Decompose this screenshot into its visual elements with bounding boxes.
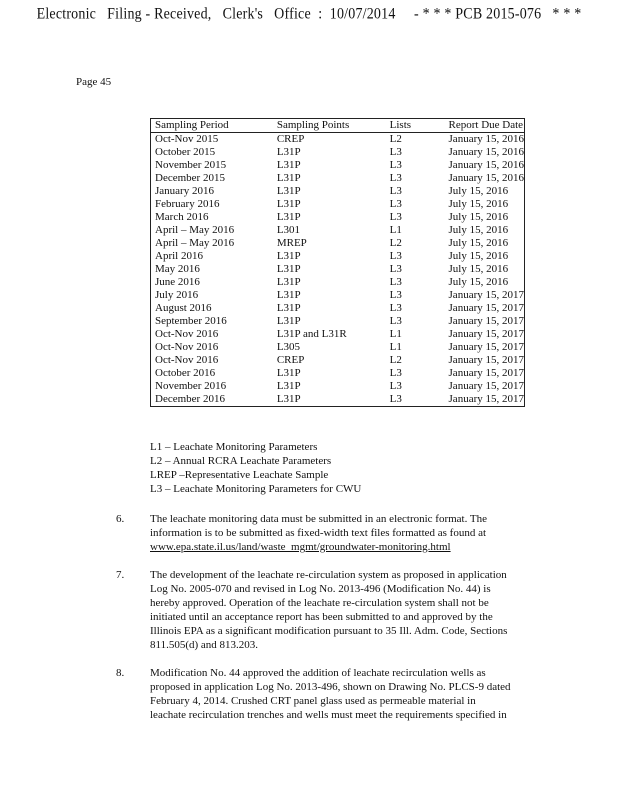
cell-sampling-period: Oct-Nov 2016 [155,341,219,353]
cell-report-due-date: January 15, 2017 [448,328,524,340]
paragraph-line: The leachate monitoring data must be submitted in an electronic format. The [150,513,488,525]
table-row [151,185,525,198]
cell-sampling-period: Oct-Nov 2016 [155,354,219,366]
paragraph-line: initiated until an acceptance report has been submitted to and approved by the [150,611,493,623]
table-row [151,159,525,172]
cell-lists: L2 [389,237,402,249]
cell-report-due-date: January 15, 2017 [448,315,524,327]
cell-sampling-period: August 2016 [155,302,212,314]
cell-sampling-points: L305 [276,341,301,353]
table-row [151,354,525,367]
cell-sampling-points: CREP [276,133,305,145]
cell-lists: L3 [389,159,402,171]
page-number: Page 45 [76,76,112,88]
cell-sampling-points: L31P [276,263,301,275]
cell-report-due-date: January 15, 2017 [448,367,524,379]
table-row [151,237,525,250]
table-row [151,302,525,315]
cell-report-due-date: January 15, 2016 [448,159,524,171]
cell-sampling-points: MREP [276,237,307,249]
paragraph-line: proposed in application Log No. 2013-496, shown on Drawing No. PLCS-9 dated [150,681,511,693]
legend-item-l3: L3 – Leachate Monitoring Parameters for CWU [150,483,362,495]
cell-sampling-period: June 2016 [155,276,200,288]
column-header-lists: Lists [386,119,445,133]
cell-lists: L3 [389,211,402,223]
cell-sampling-points: L31P [276,315,301,327]
cell-sampling-period: November 2015 [155,159,227,171]
cell-sampling-period: October 2015 [155,146,216,158]
paragraph-line: Log No. 2005-070 and revised in Log No. 2013-496 (Modification No. 44) is [150,583,491,595]
cell-sampling-period: July 2016 [155,289,199,301]
cell-sampling-period: May 2016 [155,263,200,275]
cell-report-due-date: January 15, 2017 [448,302,524,314]
cell-sampling-points: L31P [276,380,301,392]
table-row [151,315,525,328]
cell-sampling-points: CREP [276,354,305,366]
cell-sampling-points: L31P [276,159,301,171]
table-row [151,146,525,159]
paragraph-number: 8. [116,667,125,679]
table-row [151,328,525,341]
table-row [151,211,525,224]
paragraph-line: The development of the leachate re-circulation system as proposed in application [150,569,507,581]
cell-report-due-date: July 15, 2016 [448,198,509,210]
paragraph-line: February 4, 2014. Crushed CRT panel glass used as permeable material in [150,695,476,707]
cell-lists: L3 [389,315,402,327]
table-row [151,367,525,380]
paragraph-line: information is to be submitted as fixed-width text files formatted as found at [150,527,487,539]
cell-sampling-period: April – May 2016 [155,237,235,249]
paragraph-6 [116,512,535,554]
cell-sampling-points: L31P [276,250,301,262]
cell-report-due-date: July 15, 2016 [448,237,509,249]
cell-report-due-date: January 15, 2016 [448,133,524,145]
paragraph-8 [116,666,535,722]
cell-sampling-period: December 2015 [155,172,225,184]
paragraph-line: 811.505(d) and 813.203. [150,639,259,651]
table-row [151,224,525,237]
cell-lists: L3 [389,185,402,197]
cell-lists: L3 [389,367,402,379]
column-header-sampling-points: Sampling Points [273,119,386,133]
paragraph-line: hereby approved. Operation of the leachate re-circulation system shall not be [150,597,489,609]
cell-lists: L1 [389,341,402,353]
column-header-sampling-period: Sampling Period [151,119,273,133]
cell-lists: L3 [389,263,402,275]
cell-report-due-date: July 15, 2016 [448,185,509,197]
cell-sampling-period: March 2016 [155,211,209,223]
table-row [151,276,525,289]
cell-lists: L2 [389,133,402,145]
paragraph-line: leachate recirculation trenches and wells must meet the requirements specified in [150,709,507,721]
cell-sampling-points: L31P [276,172,301,184]
cell-sampling-period: January 2016 [155,185,214,197]
cell-sampling-points: L31P [276,185,301,197]
cell-sampling-period: April 2016 [155,250,203,262]
cell-report-due-date: July 15, 2016 [448,224,509,236]
paragraph-number: 6. [116,513,125,525]
cell-sampling-points: L31P [276,198,301,210]
cell-report-due-date: January 15, 2016 [448,146,524,158]
cell-report-due-date: January 15, 2017 [448,289,524,301]
cell-sampling-period: Oct-Nov 2015 [155,133,219,145]
cell-lists: L3 [389,146,402,158]
cell-sampling-points: L31P [276,367,301,379]
table-header-row [151,119,525,133]
cell-sampling-period: April – May 2016 [155,224,235,236]
cell-sampling-points: L31P [276,289,301,301]
cell-lists: L3 [389,380,402,392]
table-row [151,289,525,302]
cell-sampling-points: L31P [276,393,301,405]
sampling-schedule-table [150,118,525,407]
cell-sampling-period: December 2016 [155,393,225,405]
column-header-report-due-date: Report Due Date [445,119,525,133]
cell-report-due-date: January 15, 2016 [448,172,524,184]
cell-sampling-period: February 2016 [155,198,220,210]
monitoring-url-link[interactable]: www.epa.state.il.us/land/waste_mgmt/groundwater-monitoring.html [150,541,451,553]
cell-sampling-points: L31P and L31R [276,328,347,340]
cell-lists: L3 [389,172,402,184]
cell-report-due-date: July 15, 2016 [448,263,509,275]
cell-report-due-date: January 15, 2017 [448,393,524,405]
cell-report-due-date: July 15, 2016 [448,211,509,223]
cell-sampling-points: L31P [276,302,301,314]
legend-item-l2: L2 – Annual RCRA Leachate Parameters [150,455,332,467]
cell-sampling-period: November 2016 [155,380,227,392]
legend-item-l1: L1 – Leachate Monitoring Parameters [150,441,318,453]
table-row [151,380,525,393]
table-row [151,172,525,185]
cell-report-due-date: January 15, 2017 [448,341,524,353]
cell-sampling-period: September 2016 [155,315,227,327]
cell-lists: L3 [389,302,402,314]
paragraph-7 [116,568,535,652]
cell-report-due-date: July 15, 2016 [448,250,509,262]
cell-sampling-points: L31P [276,276,301,288]
cell-lists: L1 [389,224,402,236]
paragraph-number: 7. [116,569,125,581]
cell-lists: L3 [389,289,402,301]
table-row [151,250,525,263]
electronic-filing-header: Electronic Filing - Received, Clerk's Office : 10/07/2014 - * * * PCB 2015-076 * * * [36,6,582,24]
cell-sampling-period: October 2016 [155,367,216,379]
paragraph-line: Modification No. 44 approved the addition of leachate recirculation wells as [150,667,486,679]
cell-sampling-period: Oct-Nov 2016 [155,328,219,340]
cell-report-due-date: January 15, 2017 [448,354,524,366]
cell-lists: L3 [389,393,402,405]
table-row [151,393,525,407]
cell-sampling-points: L301 [276,224,301,236]
cell-lists: L1 [389,328,402,340]
cell-lists: L3 [389,276,402,288]
cell-sampling-points: L31P [276,211,301,223]
cell-lists: L3 [389,250,402,262]
table-row [151,263,525,276]
legend-item-lrep: LREP –Representative Leachate Sample [150,469,329,481]
cell-sampling-points: L31P [276,146,301,158]
paragraph-line: Illinois EPA as a significant modification pursuant to 35 Ill. Adm. Code, Sections [150,625,508,637]
table-row [151,341,525,354]
cell-report-due-date: July 15, 2016 [448,276,509,288]
cell-report-due-date: January 15, 2017 [448,380,524,392]
list-legend [150,440,361,496]
table-row [151,133,525,147]
cell-lists: L2 [389,354,402,366]
table-row [151,198,525,211]
cell-lists: L3 [389,198,402,210]
